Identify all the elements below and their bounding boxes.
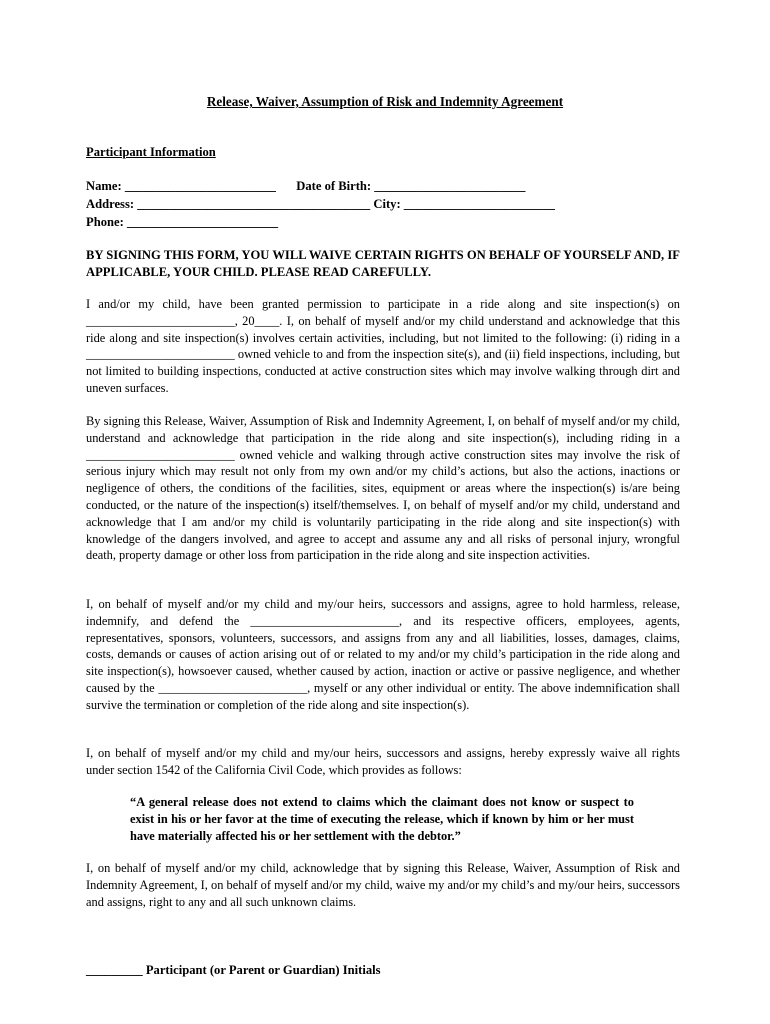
phone-label: Phone: bbox=[86, 215, 124, 229]
city-field[interactable]: ________________________ bbox=[403, 197, 555, 211]
civil-code-quote: “A general release does not extend to claims which the claimant does not know or suspect to exist in his or her favor at the time of executing the release, which if known by him or her must have materially affected his or her settlement with the debtor.” bbox=[130, 795, 634, 843]
initials-line bbox=[86, 963, 381, 978]
initials-field[interactable]: _________ bbox=[86, 963, 143, 977]
participant-info-heading: Participant Information bbox=[86, 145, 216, 159]
paragraph-unknown-claims: I, on behalf of myself and/or my child, acknowledge that by signing this Release, Waiver, Assumption of Risk and Indemnity Agreement, I, on behalf of myself and/or my child, waive my and/or my child’s and my/our heirs, successors and assigns, right to any and all such unknown claims. bbox=[86, 861, 680, 909]
page-title: Release, Waiver, Assumption of Risk and Indemnity Agreement bbox=[206, 94, 564, 109]
address-label: Address: bbox=[86, 197, 135, 211]
name-label: Name: bbox=[86, 179, 122, 193]
name-field[interactable]: ________________________ bbox=[124, 179, 276, 193]
paragraph-indemnity: I, on behalf of myself and/or my child and my/our heirs, successors and assigns, agree to hold harmless, release, indemnify, and defend the ________________________, and its respective officers, employees, agents, representatives, sponsors, volunteers, successors, and assigns from any and all liabilities, losses, damages, claims, costs, demands or causes of action arising out of or related to my and/or my child’s participation in the ride along and site inspection(s), howsoever caused, whether caused by action, inaction or active or passive negligence, and whether caused by the ________________________, myself or any other individual or entity. The above indemnification shall survive the termination or completion of the ride along and site inspection(s). bbox=[86, 597, 680, 712]
address-city-row bbox=[86, 197, 555, 212]
paragraph-civil-code-waiver: I, on behalf of myself and/or my child and my/our heirs, successors and assigns, hereby expressly waive all rights under section 1542 of the California Civil Code, which provides as follows: bbox=[86, 746, 680, 777]
phone-row bbox=[86, 215, 278, 230]
waiver-warning: BY SIGNING THIS FORM, YOU WILL WAIVE CERTAIN RIGHTS ON BEHALF OF YOURSELF AND, IF APPLICABLE, YOUR CHILD. PLEASE READ CAREFULLY. bbox=[86, 248, 680, 279]
date-of-birth-field[interactable]: ________________________ bbox=[374, 179, 526, 193]
paragraph-permission: I and/or my child, have been granted permission to participate in a ride along and site inspection(s) on ________________________, 20____. I, on behalf of myself and/or my child understand and acknowledge that this ride along and site inspection(s) involves certain activities, including, but not limited to the following: (i) riding in a ________________________ owned vehicle to and from the inspection site(s), and (ii) field inspections, including, but not limited to building inspections, conducted at active construction sites which may involve walking through dirt and uneven surfaces. bbox=[86, 297, 680, 395]
date-of-birth-label: Date of Birth: bbox=[296, 179, 372, 193]
initials-label: Participant (or Parent or Guardian) Initials bbox=[145, 963, 381, 977]
phone-field[interactable]: ________________________ bbox=[126, 215, 279, 229]
city-label: City: bbox=[373, 197, 401, 211]
paragraph-assumption-of-risk: By signing this Release, Waiver, Assumption of Risk and Indemnity Agreement, I, on behalf of myself and/or my child, understand and acknowledge that participation in the ride along and site inspection(s), including riding in a ________________________ owned vehicle and walking through active construction sites may involve the risk of serious injury which may result not only from my own and/or my child’s actions, but also the actions, inactions or negligence of others, the conditions of the facilities, sites, equipment or areas where the inspection(s) is/are being conducted, or the nature of the inspection(s) itself/themselves. I, on behalf of myself and/or my child, understand and acknowledge that I am and/or my child is voluntarily participating in the ride along and site inspection(s) with knowledge of the dangers involved, and agree to accept and assume any and all risks of personal injury, wrongful death, property damage or other loss from participation in the ride along and site inspection activities. bbox=[86, 414, 680, 563]
address-field[interactable]: _____________________________________ bbox=[137, 197, 371, 211]
name-dob-row bbox=[86, 179, 525, 194]
